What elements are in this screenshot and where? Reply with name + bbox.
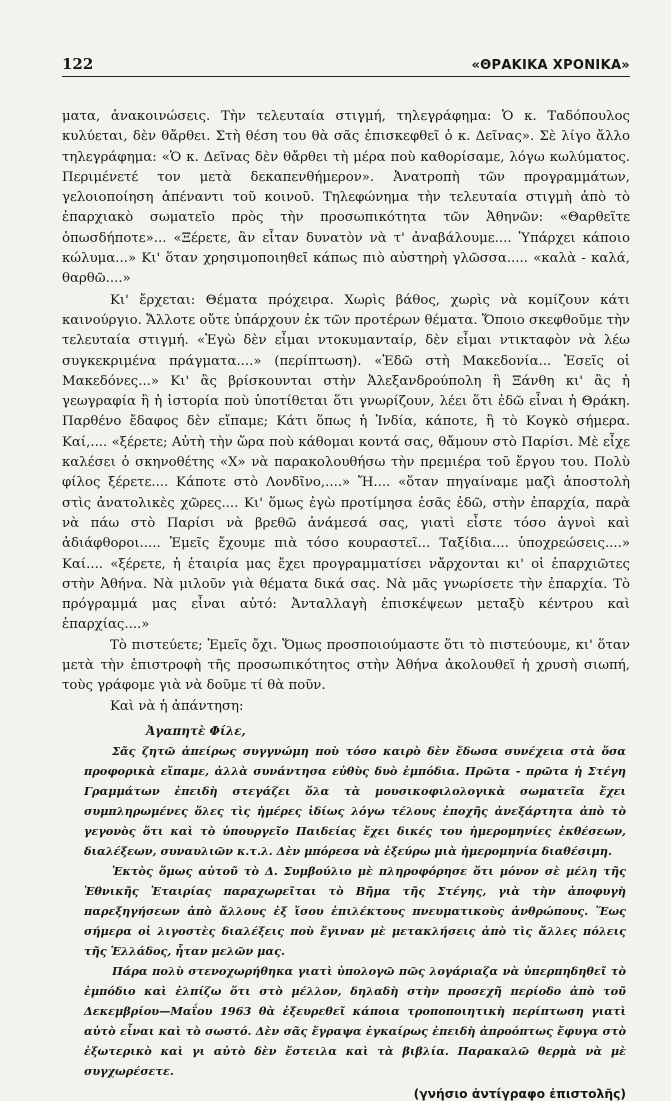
- letter-signature-note: (γνήσιο ἀντίγραφο ἐπιστολῆς): [413, 1086, 626, 1101]
- letter-paragraph-2: Ἐκτὸς ὅμως αὐτοῦ τὸ Δ. Συμβούλιο μὲ πληροφόρησε ὅτι μόνον σὲ μέλη τῆς Ἐθνικῆς Ἑταιρίας παραχωρεῖται τὸ Βῆμα τῆς Στέγης, γιὰ τὴν ἀποφυγὴ παρεξηγήσεων ἀπὸ ἄλλους ἐξ ἴσου ἐπιλέκτους πνευματικοὺς ἀνθρώπους. Ἕως σήμερα οἱ λιγοστὲς διαλέξεις ποὺ ἔγιναν μὲ μετακλήσεις ἀπὸ τὶς ἄλλες πόλεις τῆς Ἑλλάδος, ἦταν μελῶν μας.: [84, 863, 626, 958]
- paragraph-4: Καὶ νὰ ἡ ἀπάντηση:: [110, 698, 244, 714]
- paragraph-1: ματα, ἀνακοινώσεις. Τὴν τελευταία στιγμή, τηλεγράφημα: Ὁ κ. Ταδόπουλος κυλύεται, δὲν θἄρθει. Στὴ θέση του θὰ σᾶς ἐπισκεφθεῖ ὁ κ. Δεῖνας». Σὲ λίγο ἄλλο τηλεγράφημα: «Ὁ κ. Δεῖνας δὲν θἄρθει τὴ μέρα ποὺ καθορίσαμε, λόγω κωλύματος. Περιμένετέ τον μετὰ δεκαπενθήμερον». Ἀνατροπὴ τῶν προγραμμάτων, γελοιοποίηση ἀπέναντι τοῦ κοινοῦ. Τηλεφώνημα τὴν τελευταία στιγμὴ ἀπὸ τὸ ἐπαρχιακὸ σωματεῖο πρὸς τὴν προσωπικότητα τῶν Ἀθηνῶν: «Θαρθεῖτε ὁπωσδήποτε»... «Ξέρετε, ἂν εἶταν δυνατὸν νὰ τ' ἀναβάλουμε.... Ὑπάρχει κάποιο κώλυμα...» Κι' ὅταν χρησιμοποιηθεῖ κάπως πιὸ αὐστηρὴ γλῶσσα..... «καλὰ - καλά, θαρθῶ....»: [62, 109, 630, 287]
- page-header: [62, 55, 630, 77]
- paragraph-3: Τὸ πιστεύετε; Ἐμεῖς ὄχι. Ὅμως προσποιούμαστε ὅτι τὸ πιστεύουμε, κι' ὅταν μετὰ τὴν ἐπιστροφὴ τῆς προσωπικότητος στὴν Ἀθήνα ἀκολουθεῖ ἡ χρυσὴ σιωπή, τοὺς γράφομε γιὰ νὰ δοῦμε τί θὰ ποῦν.: [62, 637, 630, 694]
- page-number: 122: [62, 55, 94, 73]
- letter-greeting: Ἀγαπητὲ Φίλε,: [146, 723, 246, 738]
- letter-paragraph-3: Πάρα πολὺ στενοχωρήθηκα γιατὶ ὑπολογῶ πῶς λογάριαζα νὰ ὑπερπηδηθεῖ τὸ ἐμπόδιο καὶ ἐλπίζω ὅτι στὸ μέλλον, δηλαδὴ στὴν προσεχῆ περίοδο ἀπὸ τοῦ Δεκεμβρίου—Μαΐου 1963 θὰ ἐξευρεθεῖ κάποια τροποποιητικὴ περίπτωση γιατὶ αὐτὸ εἶναι καὶ τὸ σωστό. Δὲν σᾶς ἔγραψα ἐγκαίρως ἐπειδὴ ἀπροόπτως ἔφυγα στὸ ἐξωτερικὸ καὶ γι αὐτὸ δὲν ἔστειλα καὶ τὰ βιβλία. Παρακαλῶ θερμὰ νὰ μὲ συγχωρέσετε.: [84, 963, 626, 1078]
- journal-title: «ΘΡΑΚΙΚΑ ΧΡΟΝΙΚΑ»: [471, 58, 630, 73]
- letter-paragraph-1: Σᾶς ζητῶ ἀπείρως συγγνώμη ποὺ τόσο καιρὸ δὲν ἔδωσα συνέχεια στὰ ὅσα προφορικὰ εἴπαμε, ἀλλὰ συνάντησα εὐθὺς δυὸ ἐμπόδια. Πρῶτα - πρῶτα ἡ Στέγη Γραμμάτων ἐπειδὴ στεγάζει ὅλα τὰ μουσικοφιλολογικὰ σωματεῖα ἔχει συμπληρωμένες ὅλες τὶς ἡμέρες ἰδίως λόγω τέλους ἐποχῆς ἀνεξάρτητα ἀπὸ τὸ γεγονὸς ὅτι καὶ τὸ ὑπουργεῖο Παιδείας ἔχει δικές του ἡμερομηνίες ἐκθέσεων, διαλέξεων, συναυλιῶν κ.τ.λ. Δὲν μπόρεσα νὰ ἐξεύρω μιὰ ἡμερομηνία διαθέσιμη.: [84, 743, 626, 858]
- article-body: [62, 107, 630, 1101]
- document-page: [62, 55, 630, 1101]
- quoted-letter: [62, 721, 630, 1081]
- paragraph-2: Κι' ἔρχεται: Θέματα πρόχειρα. Χωρὶς βάθος, χωρὶς νὰ κομίζουν κάτι καινούργιο. Ἄλλοτε οὔτε ὑπάρχουν ἐκ τῶν προτέρων θέματα. Ὅποιο σκεφθοῦμε τὴν τελευταία στιγμή. «Ἐγὼ δὲν εἶμαι ντοκυμανταίρ, δὲν εἶμαι ντικταφὸν νὰ λέω συγκεκριμένα πράγματα....» (περίπτωση). «Ἐδῶ στὴ Μακεδονία... Ἐσεῖς οἱ Μακεδόνες...» Κι' ἂς βρίσκουνται στὴν Ἀλεξανδρούπολη ἢ Ξάνθη κι' ἂς ἡ γεωγραφία ἢ ἡ ἱστορία ποὺ ὑποτίθεται ὅτι γνωρίζουν, λέει ὅτι ἐδῶ εἶναι ἡ Θράκη. Παρθένο ἔδαφος δὲν εἴπαμε; Κάτι ὅπως ἡ Ἰνδία, κάποτε, ἢ τὸ Κογκὸ σήμερα. Καί,.... «ξέρετε; Αὐτὴ τὴν ὥρα ποὺ κάθομαι κοντά σας, θἄμουν στὸ Παρίσι. Μὲ εἶχε καλέσει ὁ σκηνοθέτης «Χ» νὰ παρακολουθήσω τὴν πρεμιέρα τοῦ ἔργου του. Πολὺ φίλος ξέρετε.... Κάποτε στὸ Λονδῖνο,....» Ἤ.... «ὅταν πηγαίναμε μαζὶ ἀποστολὴ στὶς ἀνατολικὲς χῶρες.... Κι' ὅμως ἐγὼ προτίμησα ἐσᾶς ἐδῶ, στὴν ἐπαρχία, παρὰ νὰ πάω στὸ Παρίσι νὰ βρεθῶ ἀνάμεσά σας, γιατὶ εἶστε τόσο ἁγνοὶ καὶ ἀδιάφθοροι..... Ἐμεῖς ἔχουμε πιὰ τόσο κουραστεῖ... Ταξίδια.... ὑποχρεώσεις....» Καί.... «ξέρετε, ἡ ἑταιρία μας ἔχει προγραμματίσει νἄρχονται κι' οἱ ἐπαρχιῶτες στὴν Ἀθήνα. Νὰ μιλοῦν γιὰ θέματα δικά σας. Νὰ μᾶς γνωρίσετε τὴν ἐπαρχία. Τὸ πρόγραμμά μας εἶναι αὐτό: Ἀνταλλαγὴ ἐπισκέψεων μεταξὺ κέντρου καὶ ἐπαρχίας....»: [62, 292, 630, 633]
